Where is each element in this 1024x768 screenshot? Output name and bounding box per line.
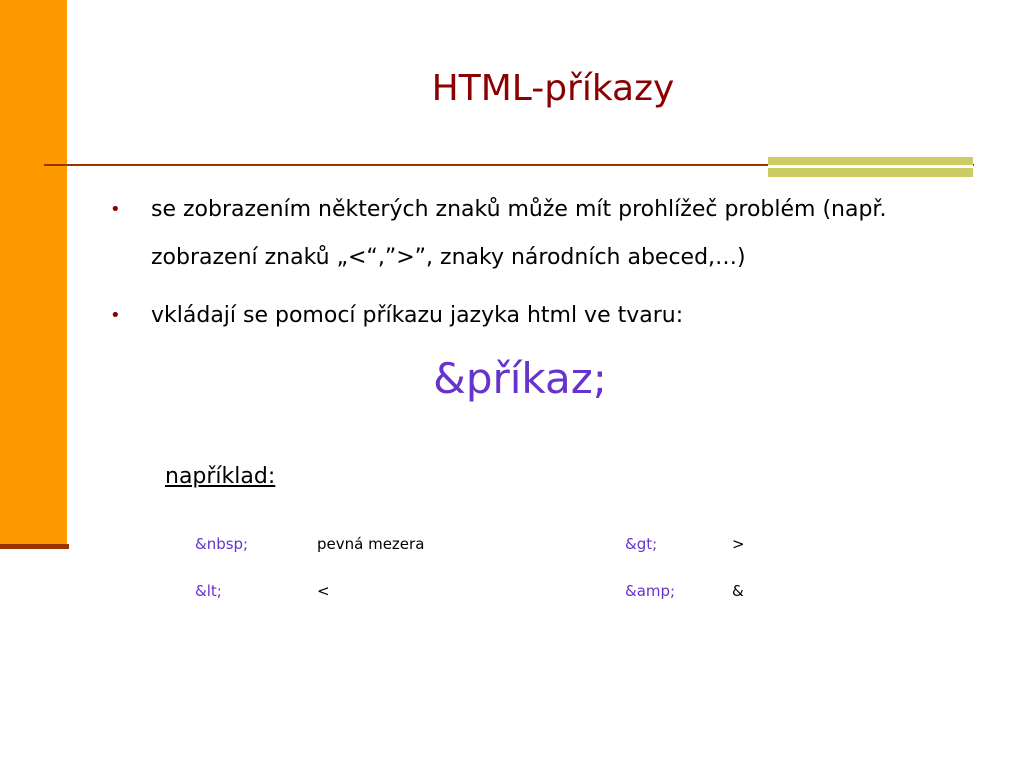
entity-code: &lt; <box>195 582 222 600</box>
bullet-text: se zobrazením některých znaků může mít prohlížeč problém (např. zobrazení znaků „<“,”>”, znaky národních abeced,…) <box>151 197 887 270</box>
bullet-item <box>110 186 990 282</box>
entity-code: &amp; <box>625 582 676 600</box>
left-bar-underline <box>0 544 69 549</box>
bullet-icon: • <box>110 305 121 326</box>
bullet-item <box>110 292 990 340</box>
example-label: například: <box>165 464 276 489</box>
entity-description: & <box>732 582 744 600</box>
bullet-text: vkládají se pomocí příkazu jazyka html ve tvaru: <box>151 303 684 328</box>
entity-description: pevná mezera <box>317 535 425 553</box>
entity-description: > <box>732 535 745 553</box>
entity-code: &gt; <box>625 535 658 553</box>
accent-block-stripe <box>768 165 973 168</box>
bullet-icon: • <box>110 199 121 220</box>
bullet-list <box>110 186 990 350</box>
entity-code: &nbsp; <box>195 535 249 553</box>
slide-title: HTML-příkazy <box>431 68 675 109</box>
entity-syntax: &příkaz; <box>433 354 607 403</box>
entity-description: < <box>317 582 330 600</box>
